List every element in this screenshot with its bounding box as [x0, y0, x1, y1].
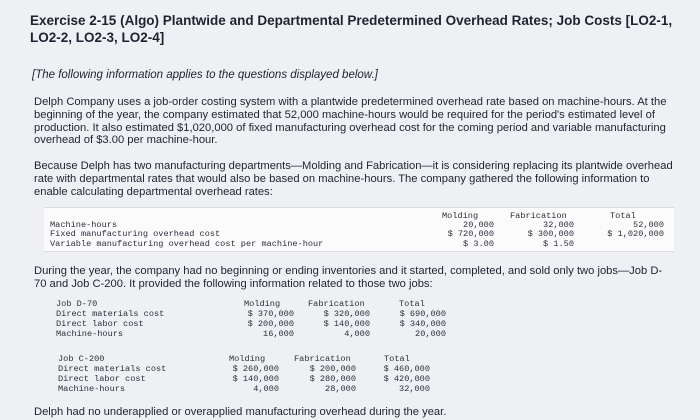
c200-label-machine-hours: Machine-hours [58, 384, 126, 394]
c200-total-hours: 32,000 [399, 384, 430, 394]
header-total: Total [610, 211, 636, 221]
d70-header-total: Total [399, 299, 425, 309]
c200-label-materials: Direct materials cost [58, 364, 167, 374]
fabrication-machine-hours: 32,000 [543, 220, 574, 230]
c200-molding-materials: $ 260,000 [232, 364, 279, 374]
row-label-machine-hours: Machine-hours [50, 220, 118, 230]
closing-paragraph: Delph had no underapplied or overapplied manufacturing overhead during the year. [34, 406, 447, 418]
d70-molding-hours: 16,000 [263, 329, 294, 339]
d70-molding-materials: $ 370,000 [247, 309, 294, 319]
c200-fabrication-labor: $ 280,000 [309, 374, 356, 384]
d70-label-labor: Direct labor cost [56, 319, 144, 329]
total-machine-hours: 52,000 [633, 220, 664, 230]
d70-fabrication-hours: 4,000 [344, 329, 370, 339]
c200-header-molding: Molding [229, 354, 266, 364]
row-label-variable-overhead: Variable manufacturing overhead cost per machine-hour [50, 239, 324, 249]
header-molding: Molding [442, 211, 479, 221]
fabrication-variable-rate: $ 1.50 [543, 239, 574, 249]
jobs-paragraph: During the year, the company had no beginning or ending inventories and it started, completed, and sold only two jobs—Job D-70 and Job C-200. It provided the following information related to those two jobs: [34, 265, 663, 290]
total-fixed-overhead: $ 1,020,000 [607, 229, 664, 239]
exercise-title: Exercise 2-15 (Algo) Plantwide and Departmental Predetermined Overhead Rates; Job Costs [LO2-1, LO2-2, LO2-3, LO2-4] [30, 13, 673, 45]
d70-fabrication-materials: $ 320,000 [323, 309, 370, 319]
header-fabrication: Fabrication [510, 211, 567, 221]
c200-molding-hours: 4,000 [253, 384, 279, 394]
d70-total-hours: 20,000 [415, 329, 446, 339]
c200-total-materials: $ 460,000 [383, 364, 430, 374]
intro-paragraph: Delph Company uses a job-order costing system with a plantwide predetermined overhead rate based on machine-hours. At the beginning of the year, the company estimated that 52,000 machine-hours would be required for the period's estimated level of production. It also estimated $1,020,000 of fixed manufacturing overhead cost for the coming period and variable manufacturing overhead of $3.00 per machine-hour. [34, 96, 667, 147]
molding-variable-rate: $ 3.00 [463, 239, 494, 249]
d70-header-fabrication: Fabrication [308, 299, 365, 309]
c200-fabrication-materials: $ 200,000 [309, 364, 356, 374]
d70-total-labor: $ 340,000 [399, 319, 446, 329]
d70-fabrication-labor: $ 140,000 [323, 319, 370, 329]
fabrication-fixed-overhead: $ 300,000 [527, 229, 574, 239]
d70-label-machine-hours: Machine-hours [56, 329, 124, 339]
info-note: [The following information applies to the questions displayed below.] [32, 69, 378, 81]
c200-header-total: Total [384, 354, 410, 364]
d70-label-materials: Direct materials cost [56, 309, 165, 319]
d70-molding-labor: $ 200,000 [247, 319, 294, 329]
molding-machine-hours: 20,000 [463, 220, 494, 230]
molding-fixed-overhead: $ 720,000 [447, 229, 494, 239]
c200-total-labor: $ 420,000 [383, 374, 430, 384]
d70-header-molding: Molding [244, 299, 281, 309]
d70-total-materials: $ 690,000 [399, 309, 446, 319]
departments-paragraph: Because Delph has two manufacturing departments—Molding and Fabrication—it is considering replacing its plantwide overhead rate with departmental rates that would also be based on machine-hours. The company gathered the following information to enable calculating departmental overhead rates: [34, 160, 673, 198]
c200-fabrication-hours: 28,000 [325, 384, 356, 394]
job-c200-title: Job C-200 [58, 354, 105, 364]
department-table [44, 207, 674, 252]
row-label-fixed-overhead: Fixed manufacturing overhead cost [50, 229, 221, 239]
c200-molding-labor: $ 140,000 [232, 374, 279, 384]
c200-header-fabrication: Fabrication [294, 354, 351, 364]
c200-label-labor: Direct labor cost [58, 374, 146, 384]
job-d70-title: Job D-70 [56, 299, 98, 309]
